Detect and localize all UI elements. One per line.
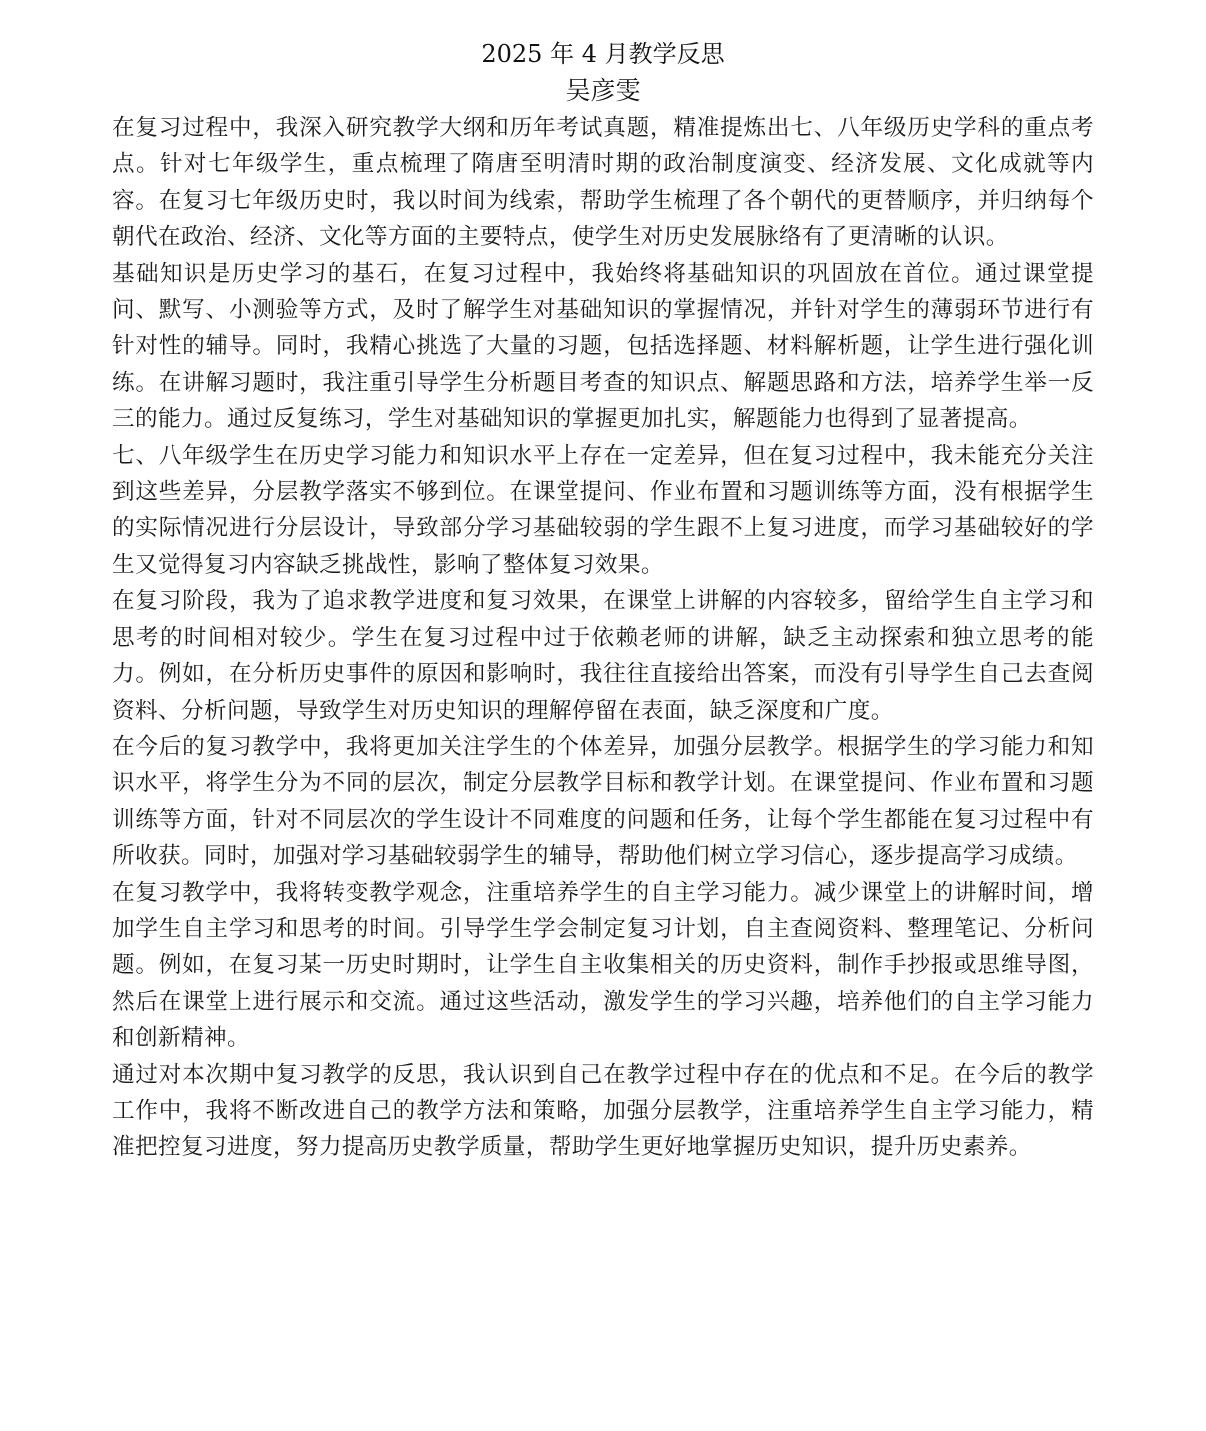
paragraph-review-focus: 在复习过程中，我深入研究教学大纲和历年考试真题，精准提炼出七、八年级历史学科的重点考点。针对七年级学生，重点梳理了隋唐至明清时期的政治制度演变、经济发展、文化成就等内容。在复习七年级历史时，我以时间为线索，帮助学生梳理了各个朝代的更替顺序，并归纳每个朝代在政治、经济、文化等方面的主要特点，使学生对历史发展脉络有了更清晰的认识。 — [112, 115, 1094, 251]
paragraph-conclusion: 通过对本次期中复习教学的反思，我认识到自己在教学过程中存在的优点和不足。在今后的教学工作中，我将不断改进自己的教学方法和策略，加强分层教学，注重培养学生自主学习能力，精准把控复习进度，努力提高历史教学质量，帮助学生更好地掌握历史知识，提升历史素养。 — [112, 1061, 1094, 1161]
document-title: 2025 年 4 月教学反思 — [481, 40, 725, 68]
paragraph-layered-teaching-plan: 在今后的复习教学中，我将更加关注学生的个体差异，加强分层教学。根据学生的学习能力和知识水平，将学生分为不同的层次，制定分层教学目标和教学计划。在课堂提问、作业布置和习题训练等方面，针对不同层次的学生设计不同难度的问题和任务，让每个学生都能在复习过程中有所收获。同时，加强对学习基础较弱学生的辅导，帮助他们树立学习信心，逐步提高学习成绩。 — [112, 733, 1094, 870]
paragraph-autonomous-learning-plan: 在复习教学中，我将转变教学观念，注重培养学生的自主学习能力。减少课堂上的讲解时间，增加学生自主学习和思考的时间。引导学生学会制定复习计划，自主查阅资料、整理笔记、分析问题。例如，在复习某一历史时期时，让学生自主收集相关的历史资料，制作手抄报或思维导图，然后在课堂上进行展示和交流。通过这些活动，激发学生的学习兴趣，培养他们的自主学习能力和创新精神。 — [112, 879, 1094, 1052]
author-name: 吴彦雯 — [565, 76, 641, 105]
document-body — [112, 110, 1094, 1166]
paragraph-individual-differences: 七、八年级学生在历史学习能力和知识水平上存在一定差异，但在复习过程中，我未能充分关注到这些差异，分层教学落实不够到位。在课堂提问、作业布置和习题训练等方面，没有根据学生的实际情况进行分层设计，导致部分学习基础较弱的学生跟不上复习进度，而学习基础较好的学生又觉得复习内容缺乏挑战性，影响了整体复习效果。 — [112, 442, 1094, 578]
paragraph-basic-knowledge: 基础知识是历史学习的基石，在复习过程中，我始终将基础知识的巩固放在首位。通过课堂提问、默写、小测验等方式，及时了解学生对基础知识的掌握情况，并针对学生的薄弱环节进行有针对性的辅导。同时，我精心挑选了大量的习题，包括选择题、材料解析题，让学生进行强化训练。在讲解习题时，我注重引导学生分析题目考查的知识点、解题思路和方法，培养学生举一反三的能力。通过反复练习，学生对基础知识的掌握更加扎实，解题能力也得到了显著提高。 — [112, 260, 1094, 433]
paragraph-self-learning-time: 在复习阶段，我为了追求教学进度和复习效果，在课堂上讲解的内容较多，留给学生自主学习和思考的时间相对较少。学生在复习过程中过于依赖老师的讲解，缺乏主动探索和独立思考的能力。例如，在分析历史事件的原因和影响时，我往往直接给出答案，而没有引导学生自己去查阅资料、分析问题，导致学生对历史知识的理解停留在表面，缺乏深度和广度。 — [112, 588, 1094, 724]
